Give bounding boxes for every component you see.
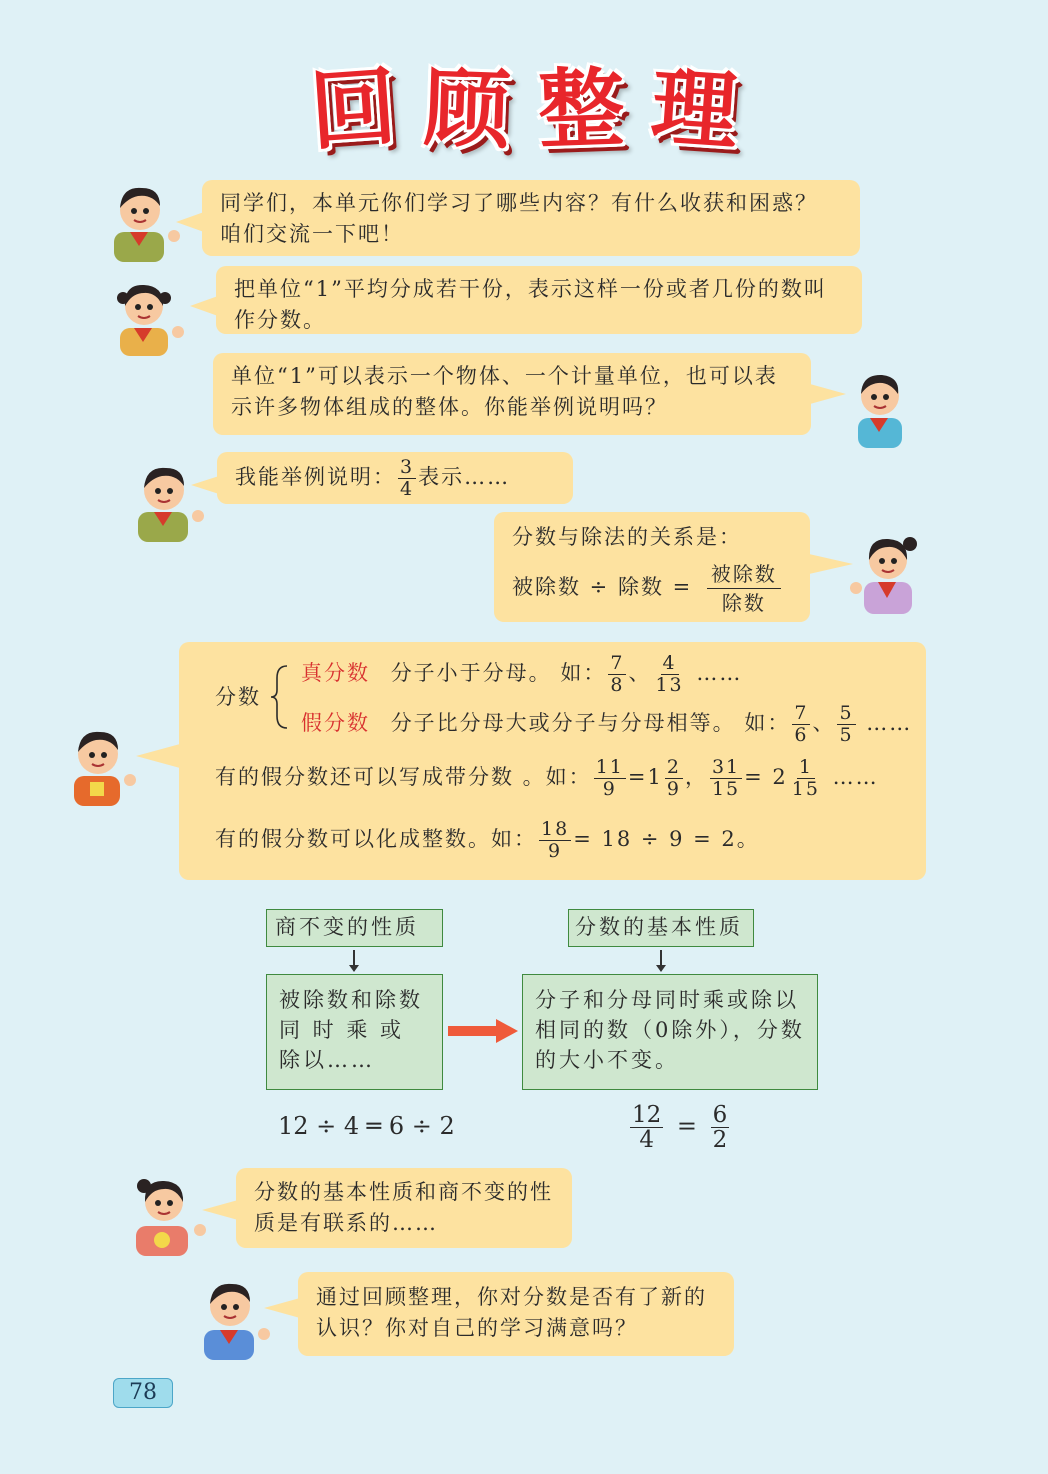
quotient-property-heading [266, 909, 443, 947]
denominator: 15 [791, 778, 820, 800]
separator: ， [684, 765, 708, 789]
denominator: 4 [400, 478, 415, 500]
bubble-tail [264, 1298, 300, 1318]
fraction [837, 704, 855, 745]
fraction-summary-box [179, 642, 926, 880]
numerator: 5 [839, 702, 854, 724]
fraction [665, 758, 683, 799]
girl-illustration-3 [130, 1172, 210, 1256]
bubble-text: 同学们，本单元你们学习了哪些内容？有什么收获和困惑？ 咱们交流一下吧！ [220, 191, 818, 246]
bubble-tail [136, 744, 180, 768]
ellipsis: …… [832, 765, 879, 789]
fraction [608, 654, 626, 695]
girl-illustration-2 [846, 528, 926, 614]
quotient-example: 12 ÷ 4 ═ 6 ÷ 2 [278, 1112, 455, 1140]
box-text: 分子和分母同时乘或除以相同的数（0除外），分数的大小不变。 [535, 988, 805, 1072]
heading-text: 分数的基本性质 [575, 915, 743, 939]
numerator: 被除数 [707, 561, 781, 589]
mixed-number-text: 有的假分数还可以写成带分数 。如： [215, 765, 592, 789]
separator: 、 [628, 661, 652, 685]
whole-number-result: = 18 ÷ 9 = 2。 [573, 827, 760, 851]
denominator: 2 [712, 1127, 728, 1153]
denominator: 6 [794, 724, 809, 746]
bubble-text: 表示…… [418, 465, 511, 489]
boy-illustration-1 [108, 180, 186, 262]
boy-illustration-2 [846, 368, 912, 448]
title-char: 理 [648, 57, 741, 163]
numerator: 1 [798, 756, 813, 778]
fraction [707, 561, 781, 616]
bubble-text: 分数的基本性质和商不变的性质是有联系的…… [254, 1180, 553, 1235]
numerator: 4 [662, 652, 677, 674]
brace-icon [269, 664, 289, 730]
arrow-right-icon [448, 1018, 518, 1044]
whole-number-text: 有的假分数可以化成整数。如： [215, 827, 537, 851]
bubble-tail [176, 212, 204, 232]
whole-number-row [215, 820, 760, 861]
ellipsis: …… [866, 711, 913, 735]
page-number: 78 [113, 1378, 173, 1408]
fraction-property-heading [568, 909, 754, 947]
improper-fraction-row [301, 704, 912, 745]
denominator: 4 [639, 1127, 654, 1153]
numerator: 3 [400, 456, 415, 478]
title-char: 顾 [422, 58, 512, 162]
bubble-text: 单位“1”可以表示一个物体、一个计量单位，也可以表示许多物体组成的整体。你能举例说明吗？ [231, 364, 778, 419]
fraction [398, 458, 416, 499]
fraction [792, 704, 810, 745]
speech-bubble-3 [213, 353, 811, 435]
bubble-text: 分数与除法的关系是： [512, 525, 742, 549]
arrow-down-icon [660, 950, 662, 966]
fraction-property-box [522, 974, 818, 1090]
improper-fraction-desc: 分子比分母大或分子与分母相等。 如： [390, 711, 791, 735]
denominator: 15 [711, 778, 741, 800]
equals: =1 [627, 765, 663, 789]
numerator: 11 [595, 756, 624, 778]
fraction [630, 1104, 663, 1151]
arrow-down-icon [353, 950, 355, 966]
denominator: 13 [655, 674, 684, 696]
division-relation: 被除数 ÷ 除数 = [512, 575, 693, 599]
fraction [711, 1104, 730, 1151]
fraction [653, 654, 685, 695]
speech-bubble-2 [216, 266, 862, 334]
numerator: 12 [632, 1102, 662, 1128]
bubble-tail [190, 296, 218, 316]
title-char: 整 [536, 58, 626, 162]
improper-fraction-label: 假分数 [301, 711, 370, 735]
bubble-text: 把单位“1”平均分成若干份，表示这样一份或者几份的数叫作分数。 [234, 277, 827, 332]
fraction [710, 758, 742, 799]
speech-bubble-9 [236, 1168, 572, 1248]
ellipsis: …… [696, 661, 743, 685]
speech-bubble-1 [202, 180, 860, 256]
proper-fraction-row [301, 654, 742, 695]
fraction-example [628, 1104, 731, 1151]
denominator: 9 [548, 840, 563, 862]
equals: = 2 [744, 765, 788, 789]
bubble-text: 我能举例说明： [235, 465, 396, 489]
boy-illustration-3 [132, 460, 210, 542]
denominator: 5 [839, 724, 854, 746]
heading-text: 商不变的性质 [275, 915, 419, 939]
boy-illustration-4 [68, 724, 140, 806]
fraction [594, 758, 626, 799]
denominator: 9 [602, 778, 617, 800]
speech-bubble-5 [494, 512, 810, 622]
numerator: 6 [712, 1102, 728, 1128]
fraction [539, 820, 571, 861]
proper-fraction-label: 真分数 [301, 661, 370, 685]
equals: = [676, 1112, 698, 1140]
mixed-number-row [215, 758, 879, 799]
boy-illustration-5 [196, 1276, 272, 1360]
numerator: 31 [711, 756, 741, 778]
numerator: 7 [794, 702, 809, 724]
title-char: 回 [307, 57, 400, 163]
separator: 、 [812, 711, 836, 735]
quotient-property-box [266, 974, 443, 1090]
bubble-tail [810, 384, 846, 404]
bubble-text: 通过回顾整理，你对分数是否有了新的认识？你对自己的学习满意吗？ [316, 1285, 707, 1340]
numerator: 2 [666, 756, 681, 778]
speech-bubble-10 [298, 1272, 734, 1356]
fraction-label: 分数 [215, 685, 261, 709]
page-title [0, 40, 1048, 164]
bubble-tail [191, 476, 219, 494]
proper-fraction-desc: 分子小于分母。 如： [390, 661, 607, 685]
bubble-tail [202, 1200, 238, 1220]
girl-illustration-1 [110, 276, 190, 356]
denominator: 除数 [721, 591, 766, 615]
speech-bubble-4 [217, 452, 573, 504]
denominator: 8 [610, 674, 625, 696]
denominator: 9 [666, 778, 681, 800]
numerator: 7 [610, 652, 625, 674]
fraction [790, 758, 822, 799]
box-text: 被除数和除数同 时 乘 或 除以…… [279, 988, 423, 1072]
numerator: 18 [541, 818, 570, 840]
